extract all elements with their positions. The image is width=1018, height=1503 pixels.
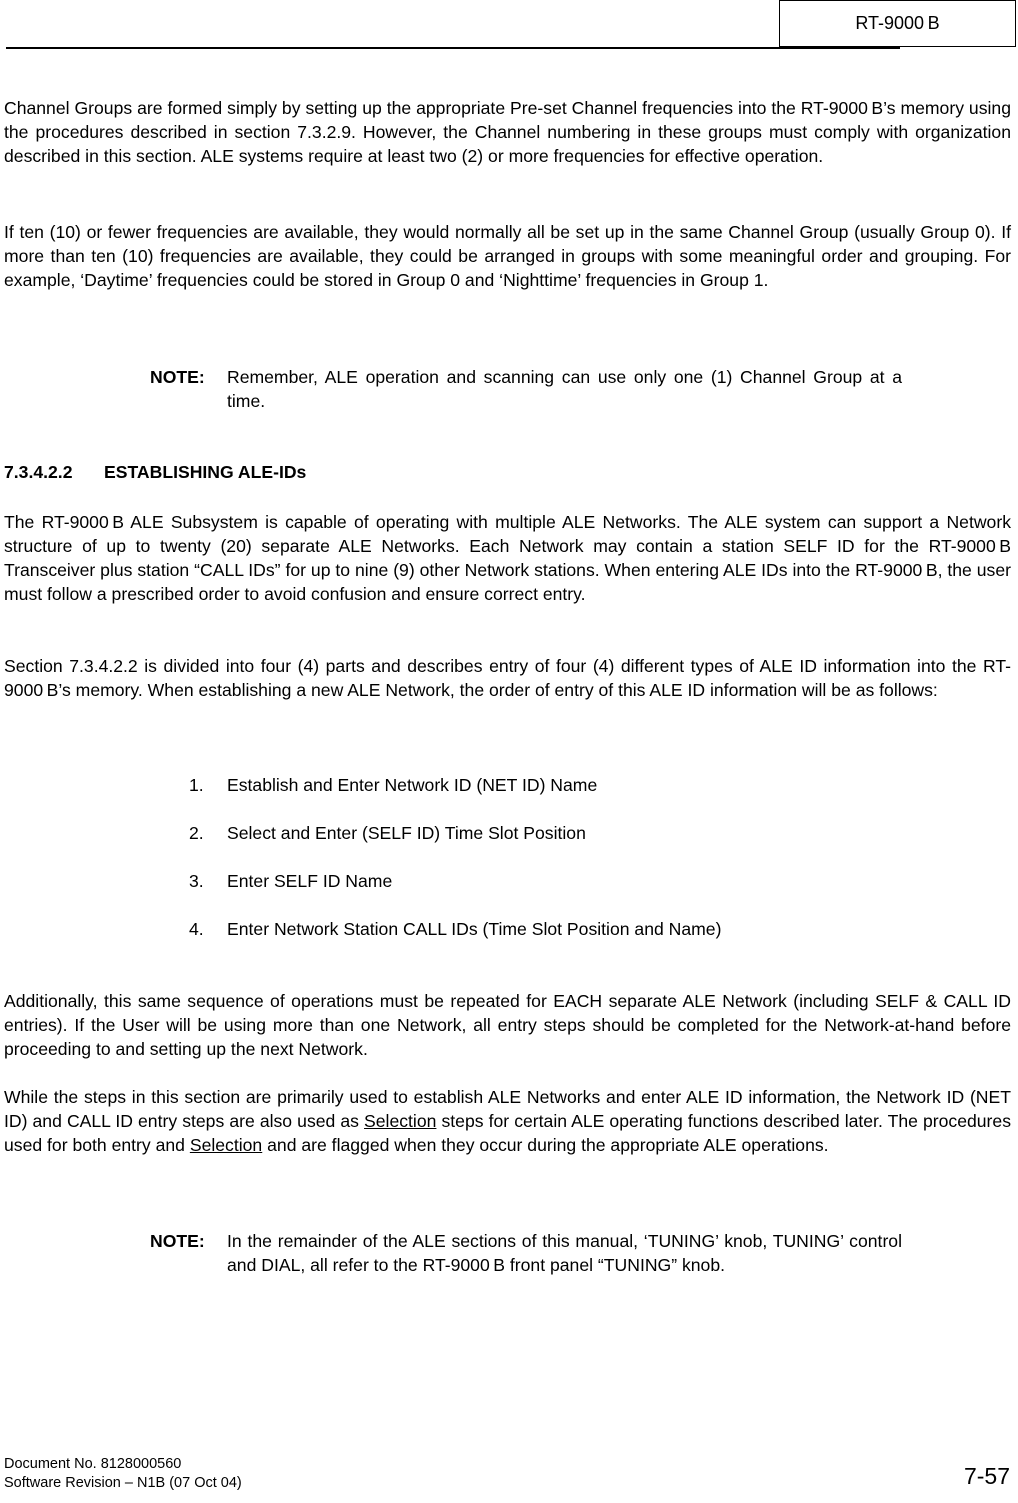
- list-text: Enter Network Station CALL IDs (Time Slot Position and Name): [227, 919, 722, 939]
- section-heading: [4, 462, 306, 483]
- list-number: 1.: [189, 775, 204, 795]
- header-rule: [6, 47, 900, 49]
- paragraph-repeat-sequence: Additionally, this same sequence of operations must be repeated for EACH separate ALE Network (including SELF & CALL ID entries). If the User will be using more than one Network, all entry steps should be completed for the Network-at-hand before proceeding to and setting up the next Network.: [4, 991, 1011, 1059]
- note-label: NOTE:: [150, 1231, 205, 1251]
- list-text: Select and Enter (SELF ID) Time Slot Position: [227, 823, 586, 843]
- paragraph-selection-steps: [4, 1085, 1011, 1157]
- paragraph-text: steps for certain ALE operating functions described later. The procedures used for both entry and: [4, 1111, 1011, 1155]
- paragraph-frequency-grouping: If ten (10) or fewer frequencies are available, they would normally all be set up in the same Channel Group (usually Group 0). If more than ten (10) frequencies are available, they could be arranged in groups with some meaningful order and grouping. For example, ‘Daytime’ frequencies could be stored in Group 0 and ‘Nighttime’ frequencies in Group 1.: [4, 222, 1011, 290]
- section-number: 7.3.4.2.2: [4, 462, 73, 482]
- list-item: [189, 821, 586, 845]
- selection-term: Selection: [364, 1111, 437, 1131]
- paragraph-channel-groups: Channel Groups are formed simply by setting up the appropriate Pre-set Channel frequencies into the RT-9000 B’s memory using the procedures described in section 7.3.2.9. However, the Channel numbering in these groups must comply with organization described in this section. ALE systems require at least two (2) or more frequencies for effective operation.: [4, 98, 1011, 166]
- software-revision: Software Revision – N1B (07 Oct 04): [4, 1475, 242, 1491]
- paragraph-ale-subsystem: The RT-9000 B ALE Subsystem is capable of operating with multiple ALE Networks. The ALE system can support a Network structure of up to twenty (20) separate ALE Networks. Each Network may contain a station SELF ID for the RT-9000 B Transceiver plus station “CALL IDs” for up to nine (9) other Network stations. When entering ALE IDs into the RT-9000 B, the user must follow a prescribed order to avoid confusion and ensure correct entry.: [4, 512, 1011, 604]
- list-item: [189, 869, 392, 893]
- paragraph-section-overview: Section 7.3.4.2.2 is divided into four (4) parts and describes entry of four (4) different types of ALE ID information into the RT-9000 B’s memory. When establishing a new ALE Network, the order of entry of this ALE ID information will be as follows:: [4, 656, 1011, 700]
- list-item: [189, 917, 721, 941]
- list-number: 2.: [189, 823, 204, 843]
- note-channel-group: [150, 365, 902, 413]
- paragraph-text: and are flagged when they occur during the appropriate ALE operations.: [262, 1135, 829, 1155]
- note-label: NOTE:: [150, 367, 205, 387]
- list-text: Establish and Enter Network ID (NET ID) Name: [227, 775, 598, 795]
- note-tuning-knob: [150, 1229, 902, 1277]
- document-number: Document No. 8128000560: [4, 1456, 182, 1472]
- list-item: [189, 773, 597, 797]
- list-number: 4.: [189, 919, 204, 939]
- model-label-box: [779, 0, 1016, 47]
- note-text: Remember, ALE operation and scanning can use only one (1) Channel Group at a time.: [227, 367, 902, 411]
- note-text: In the remainder of the ALE sections of this manual, ‘TUNING’ knob, TUNING’ control and DIAL, all refer to the RT-9000 B front panel “TUNING” knob.: [227, 1231, 902, 1275]
- paragraph-text: While the steps in this section are primarily used to establish ALE Networks and enter ALE ID information, the Network ID (NET ID) and CALL ID entry steps are also used as: [4, 1087, 1011, 1131]
- list-number: 3.: [189, 871, 204, 891]
- list-text: Enter SELF ID Name: [227, 871, 393, 891]
- page-number: 7-57: [963, 1463, 1010, 1489]
- footer-info: [4, 1455, 242, 1493]
- selection-term: Selection: [189, 1135, 263, 1155]
- section-title: ESTABLISHING ALE-IDs: [104, 462, 307, 482]
- model-label: RT-9000 B: [855, 13, 940, 33]
